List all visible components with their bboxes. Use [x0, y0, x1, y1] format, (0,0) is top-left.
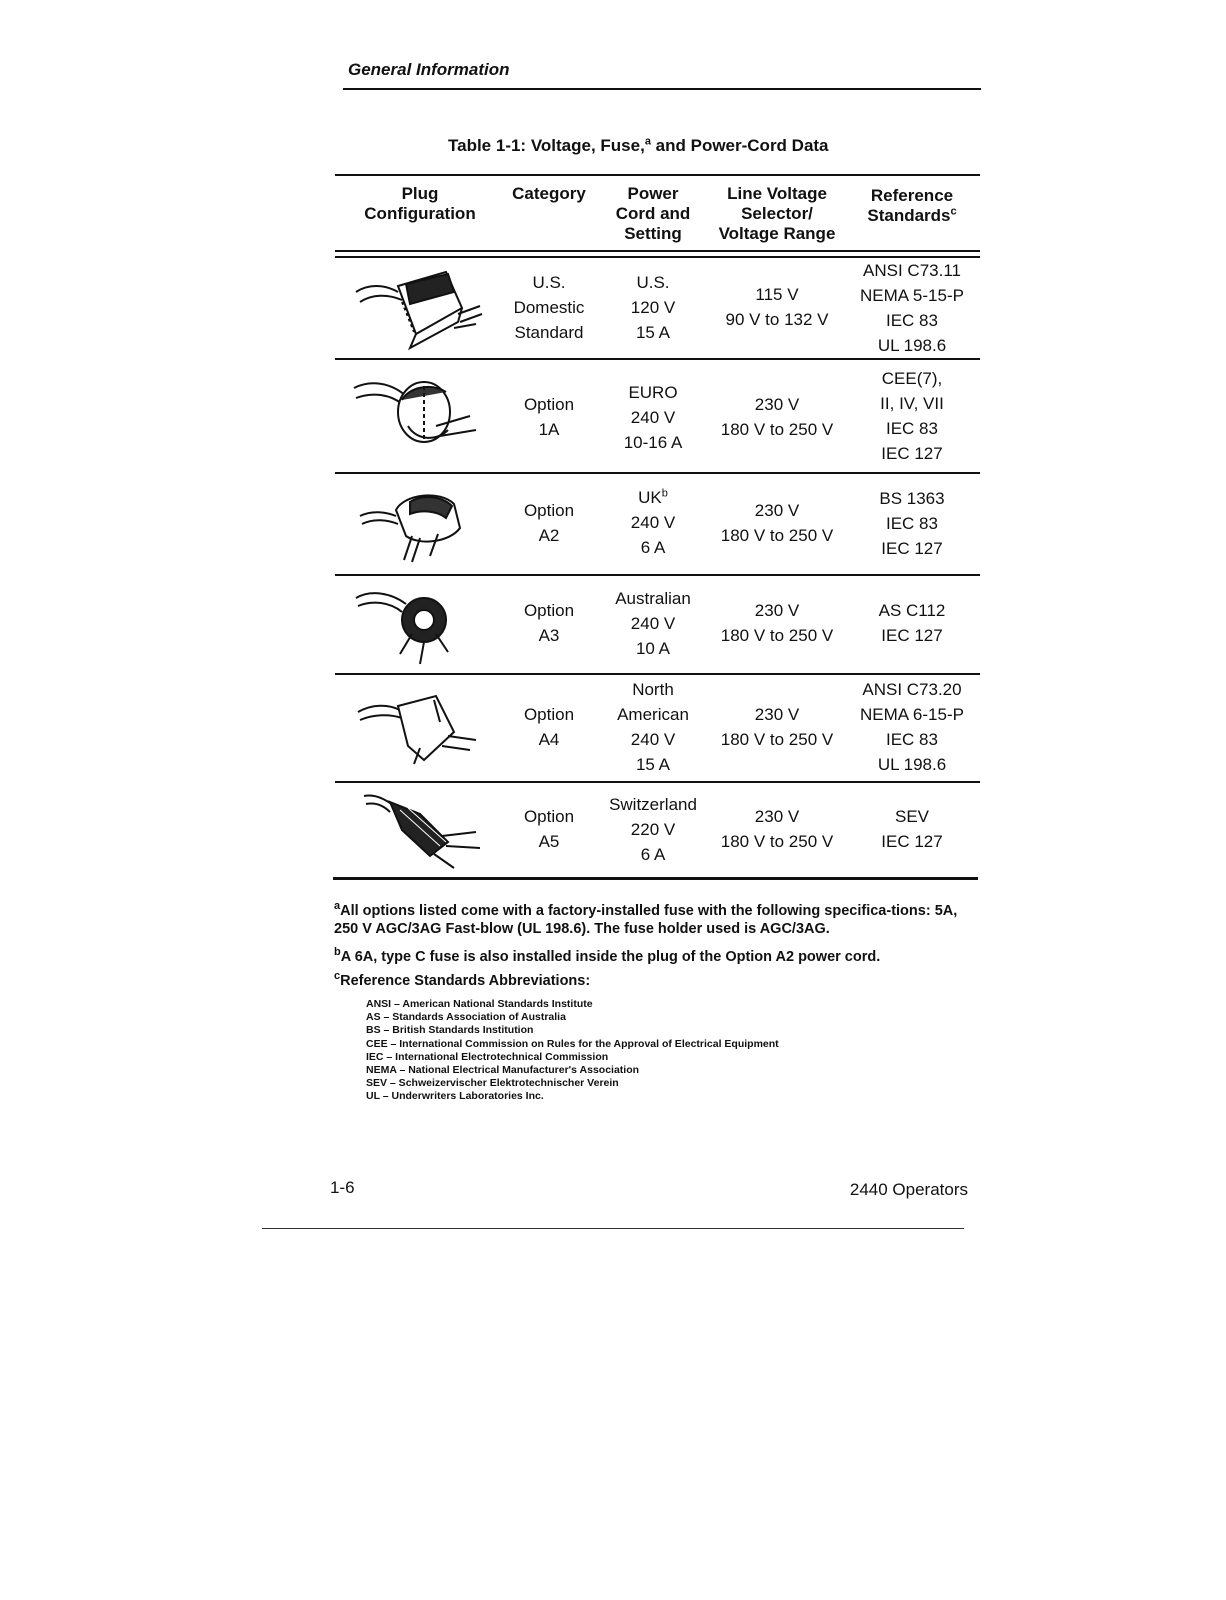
- row-4-voltage-line-2: 180 V to 250 V: [720, 626, 834, 645]
- col-head-category-line-1: Category: [512, 184, 586, 203]
- row-3-reference-line-3: IEC 127: [881, 538, 943, 558]
- row-1-reference-line-2: NEMA 5-15-P: [860, 286, 964, 305]
- row-1-reference-line-4: UL 198.6: [877, 336, 947, 355]
- row-3-cord-line-3: 6 A: [640, 537, 666, 557]
- row-4-cord: [598, 584, 708, 662]
- row-3-reference: [850, 482, 974, 564]
- abbreviation-item: CEE – International Commission on Rules for the Approval of Electrical Equipment: [366, 1037, 779, 1050]
- row-4-voltage: [706, 584, 848, 662]
- north-american-plug-icon: [350, 686, 490, 772]
- page-number: 1-6: [330, 1178, 355, 1197]
- row-1-voltage-line-2: 90 V to 132 V: [725, 310, 829, 329]
- row-1-category: [497, 268, 601, 346]
- table-title: [448, 136, 829, 156]
- row-4-reference-line-1: AS C112: [878, 601, 946, 620]
- col-head-power-cord-line-2: Cord and: [615, 204, 691, 223]
- row-3-category: [497, 484, 601, 562]
- abbreviation-item: AS – Standards Association of Australia: [366, 1011, 566, 1024]
- table-title-prefix: Table 1-1: Voltage, Fuse,: [448, 136, 645, 155]
- row-1-category-line-1: U.S.: [532, 272, 566, 292]
- footnote-c: [334, 972, 974, 990]
- footnote-c-mark: c: [334, 970, 341, 983]
- abbreviation-item: BS – British Standards Institution: [366, 1024, 534, 1037]
- col-head-reference-line-1: Reference: [870, 186, 954, 205]
- row-2-category-line-1: Option: [523, 395, 575, 414]
- footnote-a: [334, 902, 974, 938]
- row-2-reference-line-3: IEC 83: [886, 419, 938, 438]
- table-title-footnote-mark: a: [644, 135, 651, 148]
- row-4-category-line-2: A3: [538, 626, 560, 645]
- row-1-reference: [850, 258, 974, 358]
- row-2-reference: [850, 366, 974, 466]
- footnote-c-text: Reference Standards Abbreviations:: [340, 973, 591, 989]
- row-rule-1: [335, 358, 980, 360]
- row-6-voltage: [706, 790, 848, 868]
- row-1-category-line-2: Domestic: [513, 297, 585, 317]
- row-1-cord-line-2: 120 V: [630, 297, 676, 317]
- footnote-a-text: All options listed come with a factory-installed fuse with the following specifica-tions: 5A, 250 V AGC/3AG Fast-blow (UL 198.6). The fuse holder used is AGC/3AG.: [334, 903, 958, 937]
- table-bottom-rule: [333, 877, 978, 880]
- row-2-voltage-line-1: 230 V: [754, 395, 800, 414]
- australian-plug-icon: [350, 584, 490, 668]
- row-rule-2: [335, 472, 980, 474]
- col-head-plug-line-1: Plug: [401, 184, 439, 203]
- col-head-reference-footnote-mark: c: [950, 205, 957, 218]
- row-1-voltage-line-1: 115 V: [755, 285, 799, 304]
- row-5-reference: [850, 677, 974, 777]
- abbreviation-item: NEMA – National Electrical Manufacturer's Association: [366, 1064, 640, 1077]
- footnote-a-mark: a: [334, 900, 341, 913]
- row-6-category-line-2: A5: [538, 832, 560, 851]
- row-2-cord-line-3: 10-16 A: [623, 432, 683, 452]
- row-rule-4: [335, 673, 980, 675]
- row-2-reference-line-2: II, IV, VII: [880, 394, 944, 413]
- row-3-category-line-1: Option: [523, 501, 575, 520]
- row-5-category-line-1: Option: [523, 705, 575, 724]
- row-4-reference: [850, 584, 974, 662]
- col-head-line-voltage-line-2: Selector/: [741, 204, 813, 223]
- row-5-reference-line-3: IEC 83: [886, 730, 938, 749]
- euro-plug-icon: [350, 370, 490, 466]
- row-5-reference-line-4: UL 198.6: [877, 755, 947, 774]
- row-5-cord-line-1: North: [632, 680, 674, 699]
- table-title-suffix: and Power-Cord Data: [650, 136, 829, 155]
- row-6-cord: [590, 790, 716, 868]
- row-6-reference: [850, 790, 974, 868]
- col-head-reference-word: Standards: [867, 206, 951, 225]
- header-double-rule-1: [335, 250, 980, 252]
- col-head-reference: [850, 186, 974, 226]
- manual-title: 2440 Operators: [849, 1180, 968, 1199]
- col-head-plug: [350, 184, 490, 224]
- row-3-voltage-line-1: 230 V: [754, 501, 800, 520]
- col-head-category: [497, 184, 601, 204]
- abbreviation-item: SEV – Schweizervischer Elektrotechnischer Verein: [366, 1077, 619, 1090]
- row-3-cord-footnote-mark: b: [661, 486, 668, 499]
- row-3-voltage-line-2: 180 V to 250 V: [720, 526, 834, 545]
- row-4-cord-line-3: 10 A: [635, 638, 671, 658]
- row-6-category: [497, 790, 601, 868]
- row-1-cord: [598, 268, 708, 346]
- row-1-reference-line-1: ANSI C73.11: [863, 261, 961, 280]
- table-top-rule: [335, 174, 980, 176]
- row-5-cord-line-3: 240 V: [630, 730, 676, 749]
- row-2-cord-line-2: 240 V: [630, 407, 676, 427]
- row-3-category-line-2: A2: [538, 526, 560, 545]
- col-head-plug-line-2: Configuration: [364, 204, 476, 223]
- col-head-line-voltage: [706, 184, 848, 244]
- abbreviation-list: [366, 998, 779, 1104]
- col-head-power-cord: [598, 184, 708, 244]
- page-header: General Information: [348, 60, 510, 79]
- row-5-reference-line-1: ANSI C73.20: [862, 680, 962, 699]
- row-3-cord-uk: UK: [638, 487, 662, 507]
- footnote-b-text: A 6A, type C fuse is also installed inside the plug of the Option A2 power cord.: [340, 949, 881, 965]
- row-2-reference-line-1: CEE(7),: [881, 369, 943, 388]
- row-2-voltage: [706, 378, 848, 456]
- swiss-plug-icon: [350, 792, 490, 872]
- row-6-reference-line-1: SEV: [894, 807, 930, 826]
- us-plug-icon: [350, 262, 490, 354]
- row-3-cord-line-2: 240 V: [630, 512, 676, 532]
- row-2-category-line-2: 1A: [538, 420, 560, 439]
- row-6-voltage-line-2: 180 V to 250 V: [720, 832, 834, 851]
- row-6-reference-line-2: IEC 127: [881, 832, 943, 851]
- row-3-cord-line-1: [598, 485, 708, 510]
- col-head-line-voltage-line-1: Line Voltage: [727, 184, 827, 203]
- row-3-reference-line-2: IEC 83: [886, 513, 938, 533]
- row-6-voltage-line-1: 230 V: [754, 807, 800, 826]
- row-5-cord-line-2: American: [617, 705, 689, 724]
- row-2-category: [497, 378, 601, 456]
- col-head-power-cord-line-3: Setting: [624, 224, 682, 243]
- row-1-reference-line-3: IEC 83: [886, 311, 938, 330]
- header-rule: [343, 88, 981, 90]
- row-5-category: [497, 688, 601, 766]
- row-1-cord-line-1: U.S.: [636, 272, 670, 292]
- row-5-voltage-line-1: 230 V: [754, 705, 800, 724]
- row-2-cord: [598, 378, 708, 456]
- row-2-voltage-line-2: 180 V to 250 V: [720, 420, 834, 439]
- row-4-reference-line-2: IEC 127: [881, 626, 943, 645]
- row-4-cord-line-1: Australian: [615, 588, 691, 608]
- row-3-cord: [598, 480, 708, 564]
- footnote-b-mark: b: [334, 946, 341, 959]
- row-4-category-line-1: Option: [523, 601, 575, 620]
- row-5-voltage-line-2: 180 V to 250 V: [720, 730, 834, 749]
- col-head-reference-line-2: [850, 206, 974, 226]
- row-3-reference-line-1: BS 1363: [879, 488, 945, 508]
- row-5-cord: [598, 677, 708, 777]
- abbreviation-item: IEC – International Electrotechnical Commission: [366, 1050, 609, 1063]
- row-5-voltage: [706, 688, 848, 766]
- row-6-cord-line-1: Switzerland: [609, 794, 697, 814]
- row-2-reference-line-4: IEC 127: [881, 444, 943, 463]
- row-2-cord-line-1: EURO: [628, 382, 678, 402]
- row-6-cord-line-2: 220 V: [630, 819, 676, 839]
- col-head-line-voltage-line-3: Voltage Range: [718, 224, 836, 243]
- row-rule-5: [335, 781, 980, 783]
- row-4-cord-line-2: 240 V: [630, 613, 676, 633]
- row-4-voltage-line-1: 230 V: [754, 601, 800, 620]
- uk-plug-icon: [350, 484, 490, 568]
- row-1-cord-line-3: 15 A: [635, 322, 671, 342]
- row-5-cord-line-4: 15 A: [635, 755, 671, 774]
- row-3-voltage: [706, 484, 848, 562]
- abbreviation-item: UL – Underwriters Laboratories Inc.: [366, 1090, 544, 1103]
- row-5-category-line-2: A4: [538, 730, 560, 749]
- row-1-voltage: [706, 268, 848, 346]
- row-6-cord-line-3: 6 A: [640, 844, 666, 864]
- row-5-reference-line-2: NEMA 6-15-P: [860, 705, 964, 724]
- row-rule-3: [335, 574, 980, 576]
- col-head-power-cord-line-1: Power: [627, 184, 679, 203]
- footnote-b: [334, 948, 974, 966]
- row-6-category-line-1: Option: [523, 807, 575, 826]
- footer-rule: [262, 1228, 964, 1229]
- abbreviation-item: ANSI – American National Standards Institute: [366, 998, 593, 1010]
- row-1-category-line-3: Standard: [514, 322, 584, 342]
- row-4-category: [497, 584, 601, 662]
